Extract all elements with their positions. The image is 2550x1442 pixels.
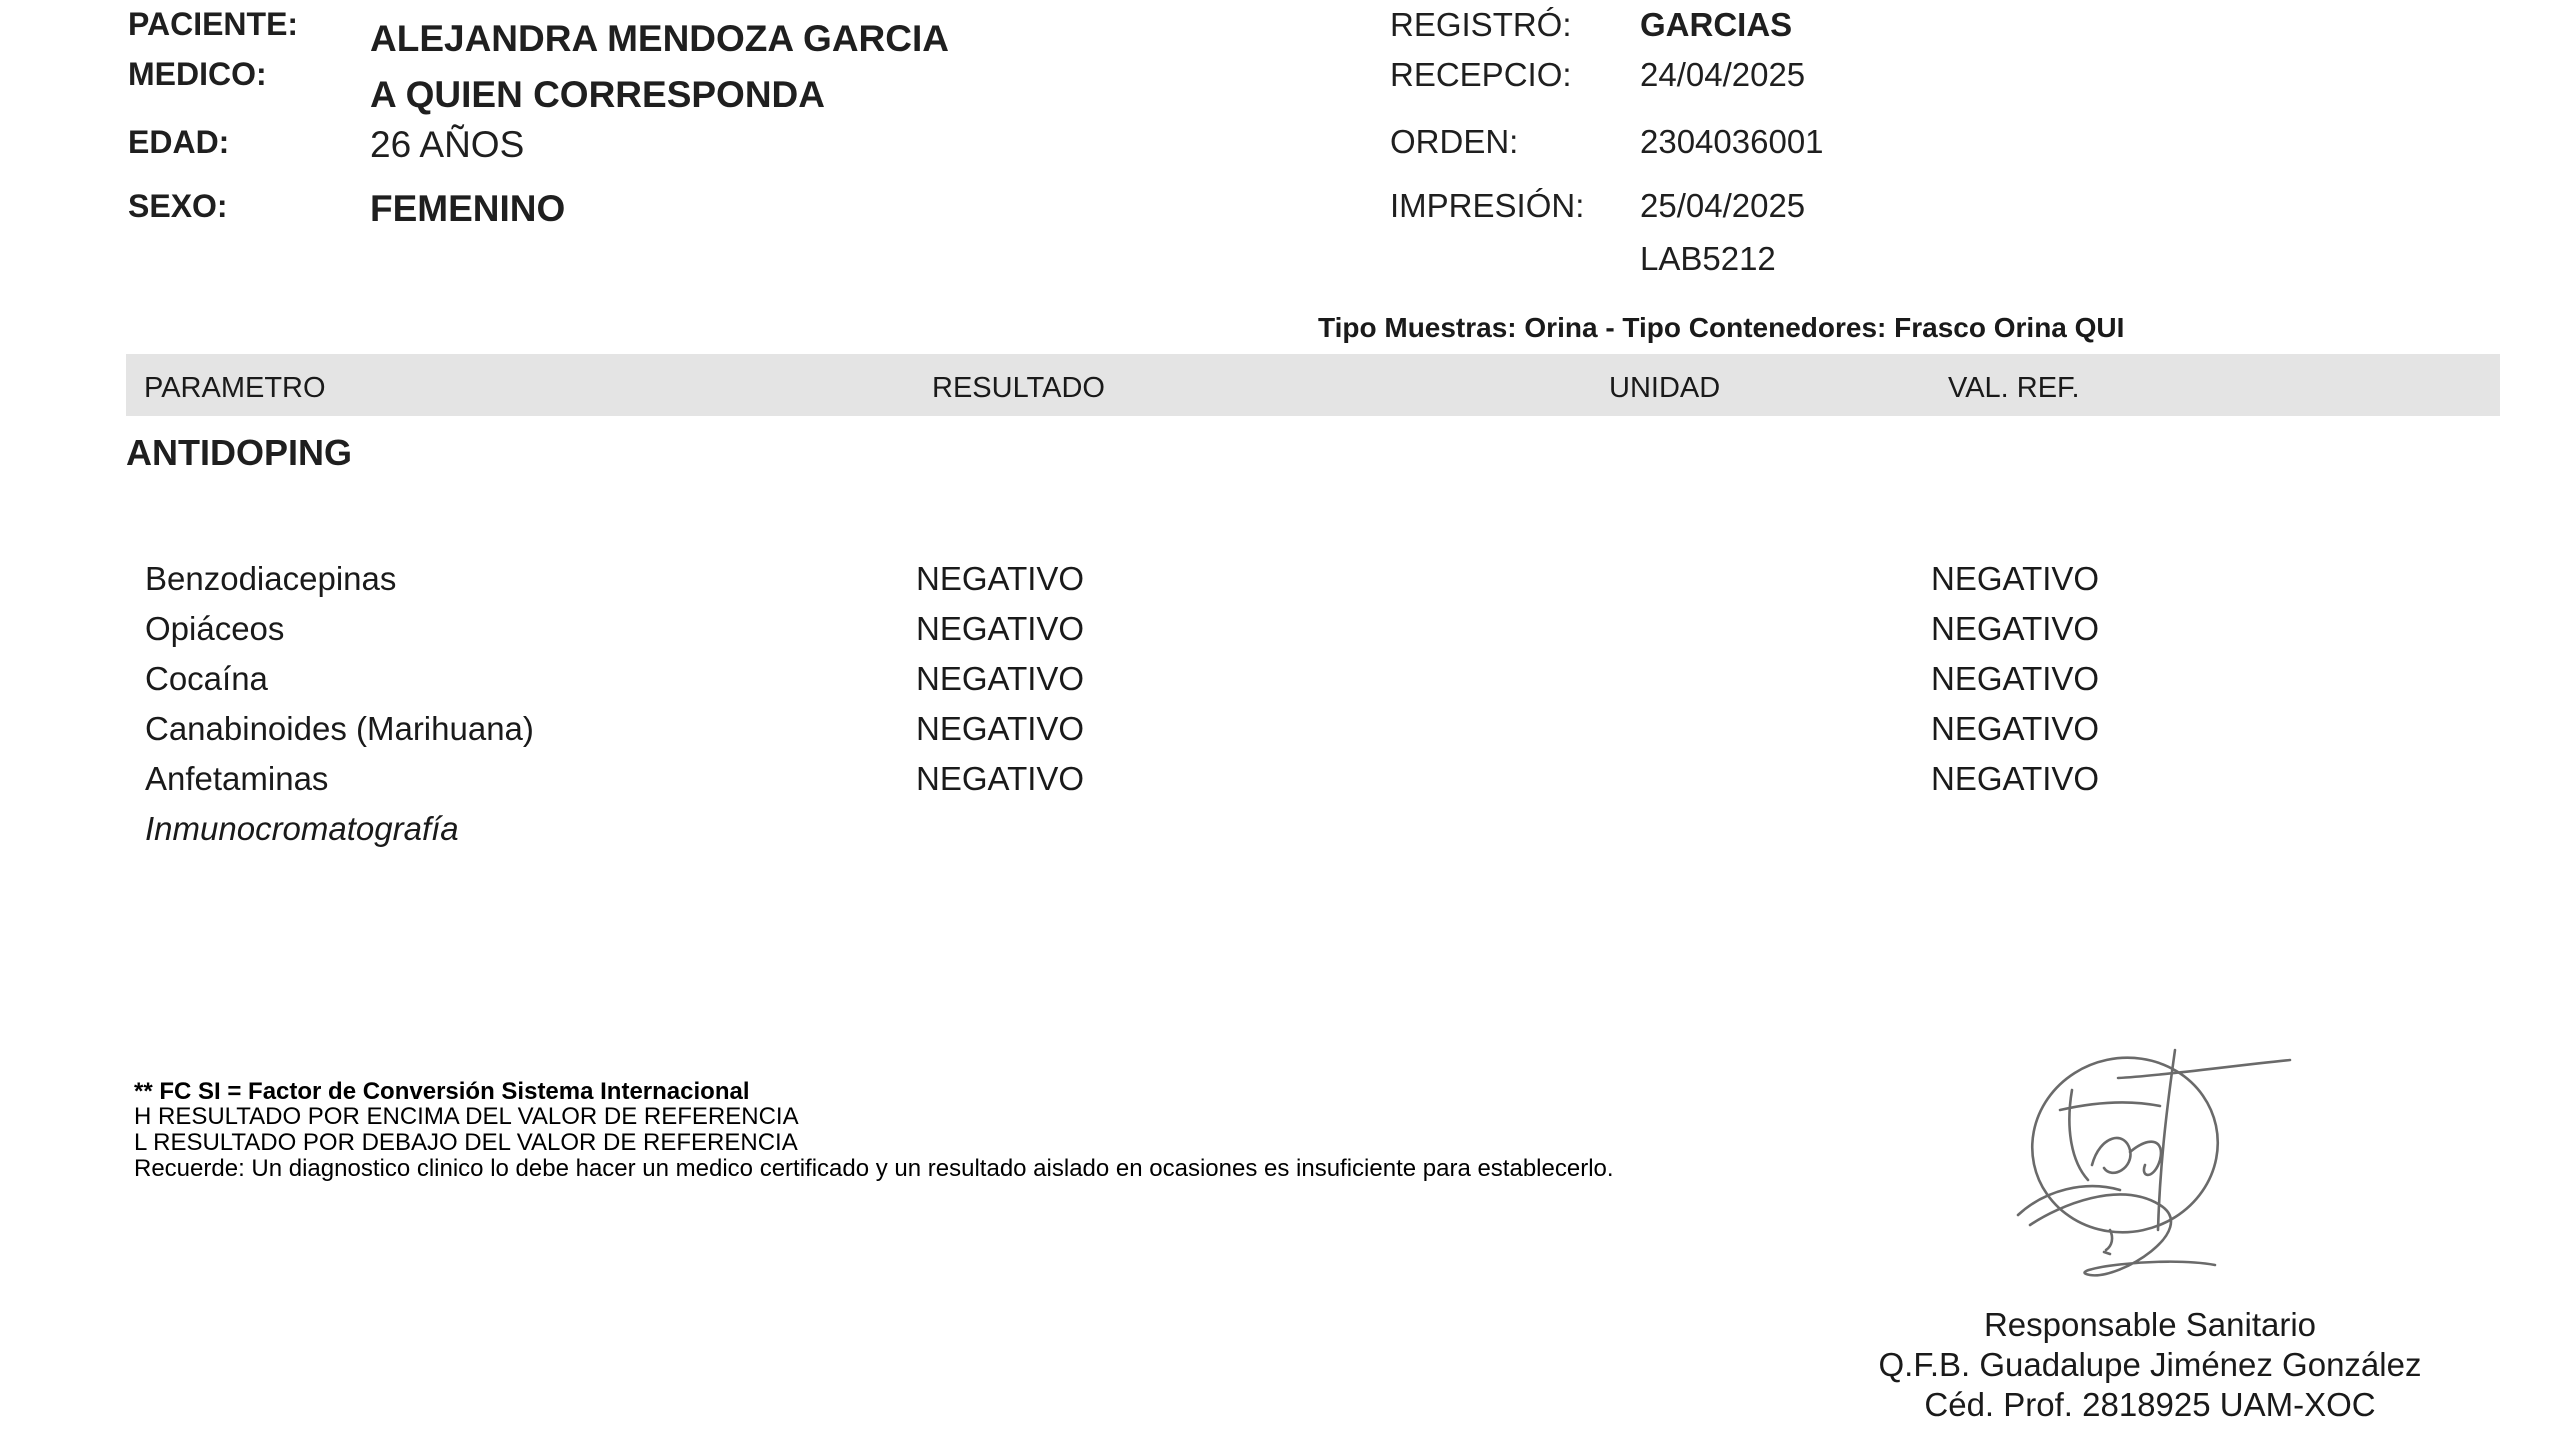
row-result: NEGATIVO (916, 610, 1085, 647)
received-date: 24/04/2025 (1640, 56, 1806, 93)
row-result: NEGATIVO (916, 660, 1085, 697)
doctor-label: MEDICO: (128, 56, 267, 92)
header-parameter: PARAMETRO (144, 372, 326, 404)
note-reminder: Recuerde: Un diagnostico clinico lo debe hacer un medico certificado y un resultado aislado en ocasiones es insuficiente para establecerlo. (134, 1155, 1614, 1182)
lab-code: LAB5212 (1640, 240, 1776, 277)
sex-value: FEMENINO (370, 188, 566, 229)
sex-label: SEXO: (128, 188, 228, 224)
row-parameter: Anfetaminas (145, 760, 329, 797)
header-unit: UNIDAD (1609, 372, 1721, 404)
row-parameter: Cocaína (145, 660, 268, 697)
responsible-title: Responsable Sanitario (1983, 1306, 2317, 1343)
note-low: L RESULTADO POR DEBAJO DEL VALOR DE REFERENCIA (134, 1129, 798, 1156)
responsible-name: Q.F.B. Guadalupe Jiménez González (1878, 1346, 2422, 1383)
row-result: NEGATIVO (916, 760, 1085, 797)
received-label: RECEPCIO: (1390, 56, 1572, 93)
header-reference: VAL. REF. (1948, 372, 2080, 404)
registered-label: REGISTRÓ: (1390, 6, 1572, 43)
test-method: Inmunocromatografía (145, 810, 459, 847)
note-high: H RESULTADO POR ENCIMA DEL VALOR DE REFERENCIA (134, 1103, 799, 1130)
row-parameter: Benzodiacepinas (145, 560, 397, 597)
section-title: ANTIDOPING (126, 432, 353, 473)
age-value: 26 AÑOS (370, 124, 525, 165)
order-label: ORDEN: (1390, 123, 1519, 160)
row-reference: NEGATIVO (1931, 710, 2100, 747)
row-reference: NEGATIVO (1931, 610, 2100, 647)
patient-name: ALEJANDRA MENDOZA GARCIA (370, 18, 949, 59)
sample-type-info: Tipo Muestras: Orina - Tipo Contenedores: Frasco Orina QUI (1318, 312, 2125, 343)
row-reference: NEGATIVO (1931, 760, 2100, 797)
row-parameter: Opiáceos (145, 610, 285, 647)
row-parameter: Canabinoides (Marihuana) (145, 710, 534, 747)
header-result: RESULTADO (932, 372, 1105, 404)
printed-label: IMPRESIÓN: (1390, 187, 1585, 224)
printed-date: 25/04/2025 (1640, 187, 1806, 224)
registered-value: GARCIAS (1640, 6, 1793, 43)
row-reference: NEGATIVO (1931, 660, 2100, 697)
row-reference: NEGATIVO (1931, 560, 2100, 597)
row-result: NEGATIVO (916, 710, 1085, 747)
responsible-license: Céd. Prof. 2818925 UAM-XOC (1924, 1386, 2376, 1423)
order-number: 2304036001 (1640, 123, 1824, 160)
patient-name-label: PACIENTE: (128, 6, 299, 42)
row-result: NEGATIVO (916, 560, 1085, 597)
note-fc-si: ** FC SI = Factor de Conversión Sistema Internacional (134, 1078, 750, 1105)
signature-image (2000, 1040, 2320, 1290)
results-table-header (126, 354, 2500, 416)
doctor-name: A QUIEN CORRESPONDA (370, 74, 826, 115)
age-label: EDAD: (128, 124, 230, 160)
